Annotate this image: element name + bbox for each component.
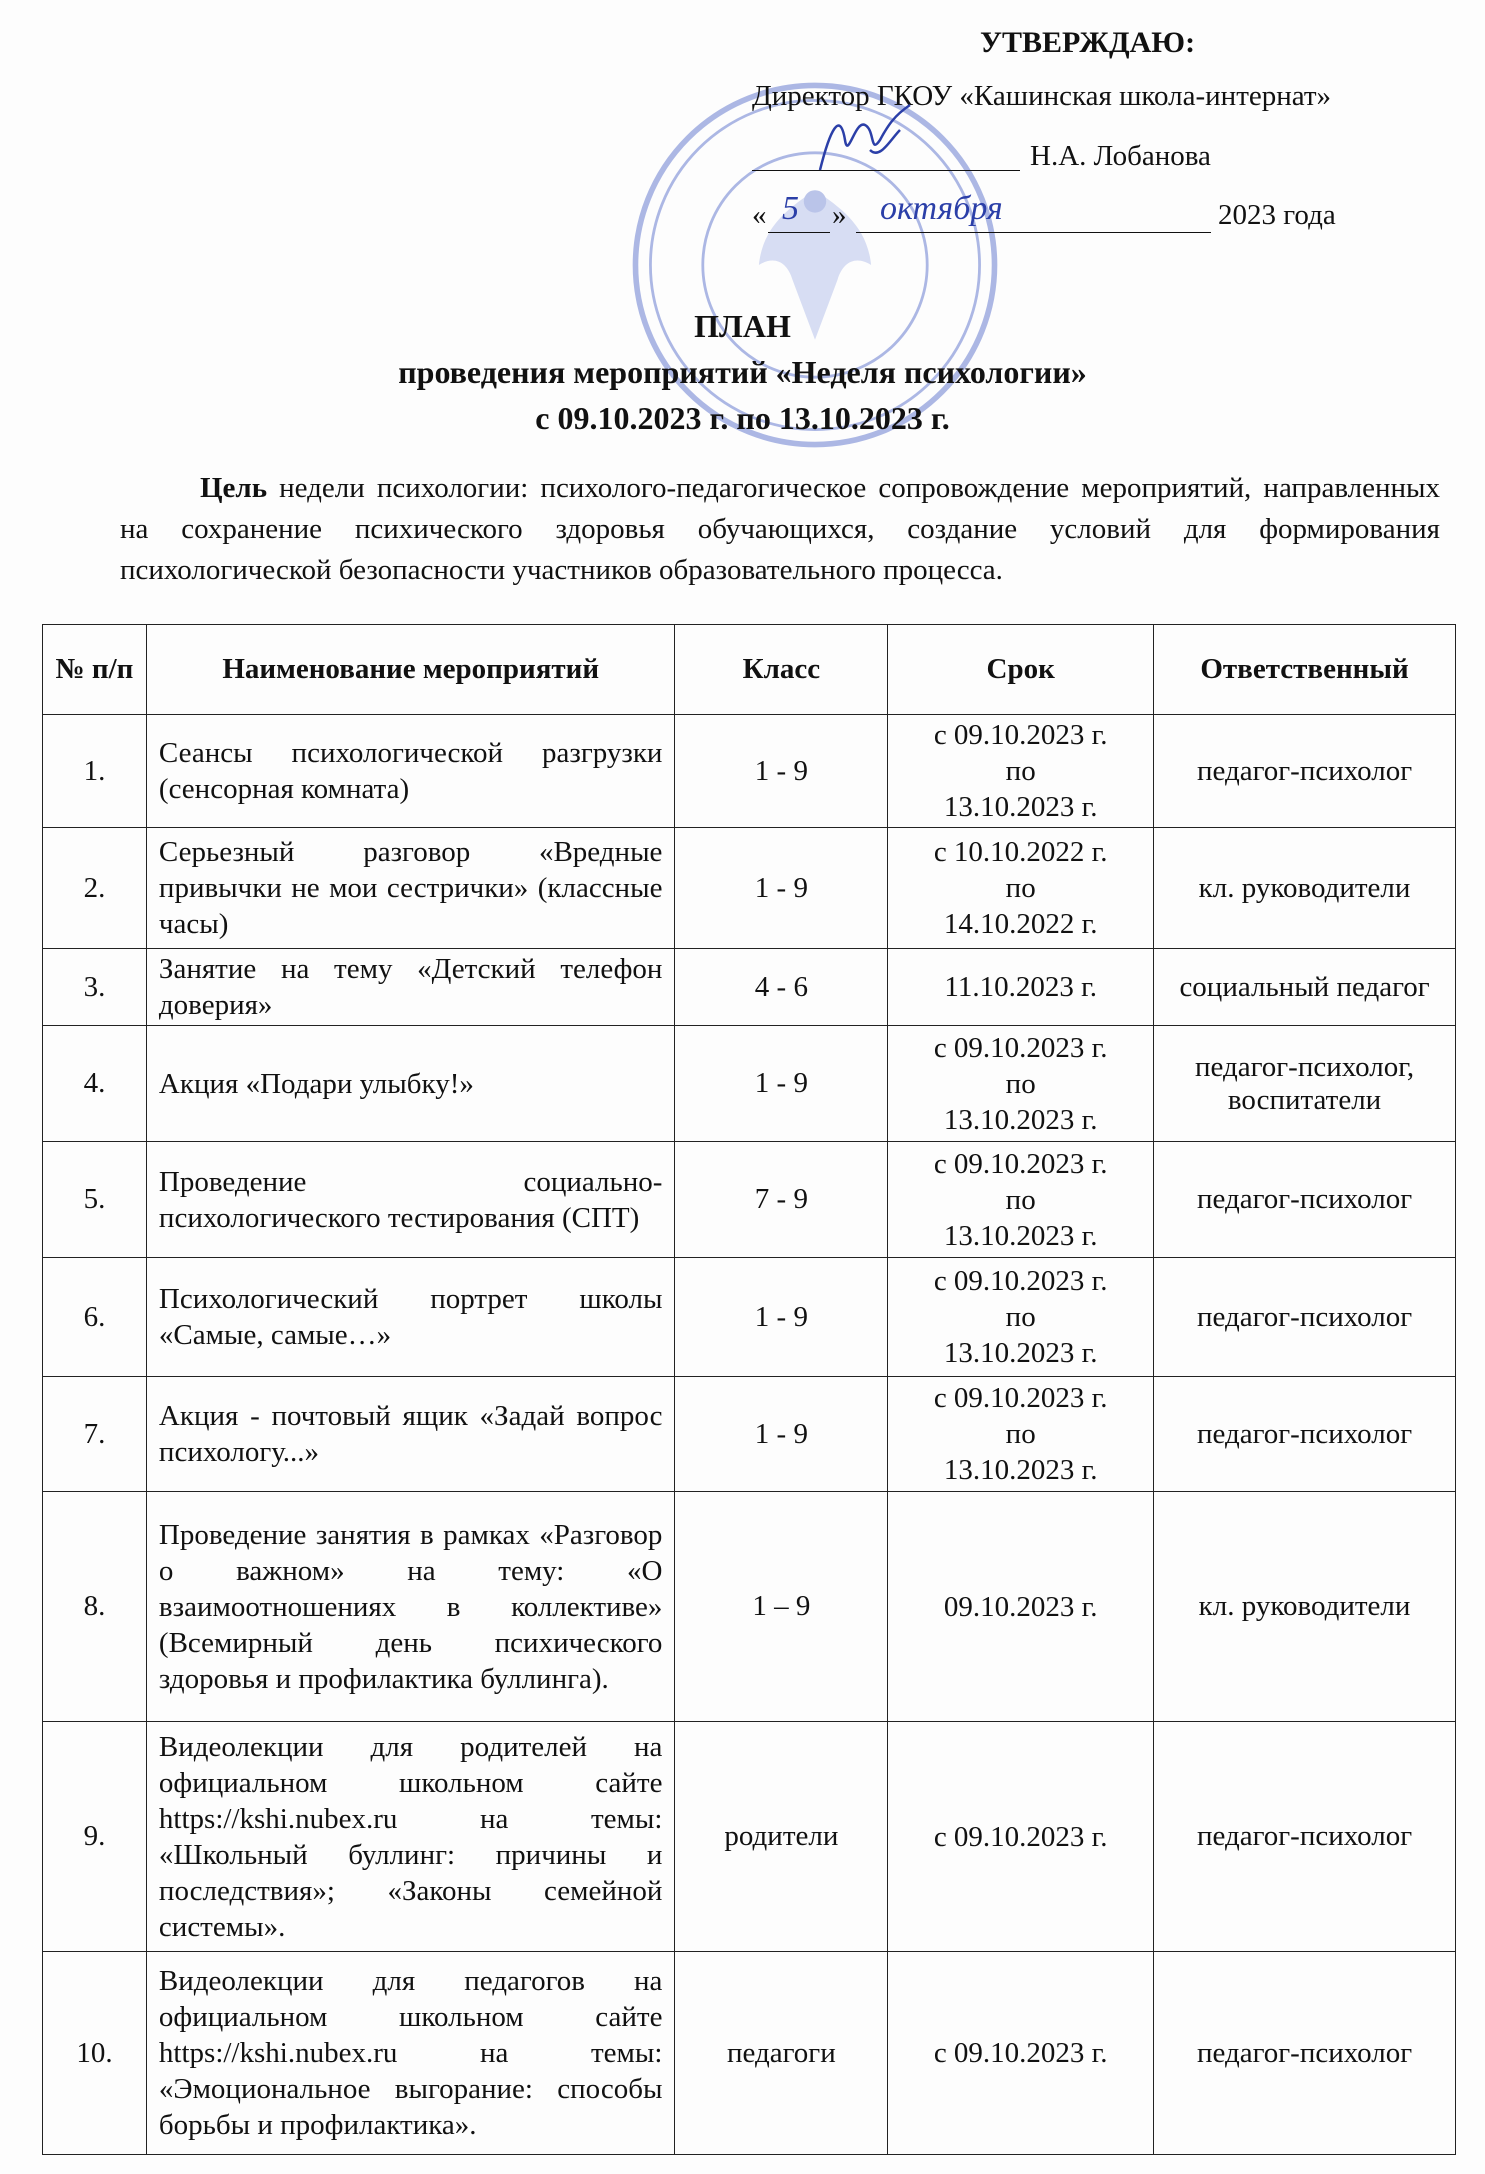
date-year: 2023 года bbox=[1218, 199, 1336, 231]
event-class: педагоги bbox=[675, 1952, 888, 2155]
row-number: 9. bbox=[43, 1722, 147, 1952]
event-class: 1 - 9 bbox=[675, 715, 888, 828]
approval-heading: УТВЕРЖДАЮ: bbox=[980, 26, 1196, 59]
event-name: Сеансы психологической разгрузки (сенсорная комната) bbox=[146, 715, 675, 828]
table-row bbox=[43, 1492, 1456, 1722]
event-name: Акция «Подари улыбку!» bbox=[146, 1026, 675, 1142]
term-line: 13.10.2023 г. bbox=[943, 791, 1098, 823]
term-line: с 09.10.2023 г. bbox=[933, 1147, 1108, 1180]
term-line: 13.10.2023 г. bbox=[943, 1337, 1098, 1369]
header-term: Срок bbox=[888, 625, 1154, 715]
approval-position: Директор ГКОУ «Кашинская школа-интернат» bbox=[752, 80, 1332, 112]
goal-label: Цель bbox=[200, 472, 268, 504]
event-responsible: педагог-психолог bbox=[1154, 1952, 1456, 2155]
event-class: 1 – 9 bbox=[675, 1492, 888, 1722]
table-row bbox=[43, 715, 1456, 828]
row-number: 5. bbox=[43, 1142, 147, 1258]
table-row bbox=[43, 828, 1456, 949]
term-line: с 09.10.2023 г. bbox=[933, 719, 1108, 751]
event-name: Акция - почтовый ящик «Задай вопрос психологу...» bbox=[146, 1377, 675, 1492]
event-responsible: социальный педагог bbox=[1154, 949, 1456, 1026]
table-row bbox=[43, 1952, 1456, 2155]
term-line: с 09.10.2023 г. bbox=[933, 1382, 1108, 1414]
event-responsible: педагог-психолог bbox=[1154, 1722, 1456, 1952]
term-line: с 09.10.2023 г. bbox=[933, 2037, 1108, 2069]
event-name: Проведение социально-психологического тестирования (СПТ) bbox=[146, 1142, 675, 1258]
event-term bbox=[888, 1142, 1154, 1258]
term-line: по bbox=[1005, 755, 1036, 787]
goal-paragraph bbox=[120, 468, 1440, 591]
event-class: 1 - 9 bbox=[675, 1377, 888, 1492]
event-responsible: кл. руководители bbox=[1154, 1492, 1456, 1722]
event-responsible: педагог-психолог bbox=[1154, 1258, 1456, 1377]
row-number: 2. bbox=[43, 828, 147, 949]
event-term bbox=[888, 1258, 1154, 1377]
term-line: 13.10.2023 г. bbox=[943, 1103, 1098, 1136]
table-row bbox=[43, 1026, 1456, 1142]
row-number: 6. bbox=[43, 1258, 147, 1377]
event-class: 1 - 9 bbox=[675, 1026, 888, 1142]
event-term bbox=[888, 949, 1154, 1026]
events-table bbox=[42, 624, 1456, 2155]
term-line: по bbox=[1005, 872, 1036, 904]
term-line: по bbox=[1005, 1067, 1036, 1100]
term-line: с 09.10.2023 г. bbox=[933, 1265, 1108, 1297]
term-line: с 09.10.2023 г. bbox=[933, 1031, 1108, 1064]
term-line: 09.10.2023 г. bbox=[943, 1590, 1098, 1623]
event-term bbox=[888, 1026, 1154, 1142]
document-title: ПЛАН bbox=[694, 308, 791, 344]
event-term bbox=[888, 715, 1154, 828]
event-name: Видеолекции для родителей на официальном школьном сайте https://kshi.nubex.ru на темы: «Школьный буллинг: причины и последствия»; «Законы семейной системы». bbox=[146, 1722, 675, 1952]
date-day-handwritten: 5 bbox=[782, 190, 799, 227]
term-line: с 09.10.2023 г. bbox=[933, 1820, 1108, 1853]
event-responsible: педагог-психолог, воспитатели bbox=[1154, 1026, 1456, 1142]
date-month-handwritten: октября bbox=[880, 190, 1003, 227]
event-responsible: педагог-психолог bbox=[1154, 1142, 1456, 1258]
header-class: Класс bbox=[675, 625, 888, 715]
event-responsible: кл. руководители bbox=[1154, 828, 1456, 949]
term-line: по bbox=[1005, 1301, 1036, 1333]
table-row bbox=[43, 949, 1456, 1026]
event-name: Видеолекции для педагогов на официальном школьном сайте https://kshi.nubex.ru на темы: «Эмоциональное выгорание: способы борьбы и профилактика». bbox=[146, 1952, 675, 2155]
term-line: 11.10.2023 г. bbox=[944, 971, 1097, 1003]
date-open-quote: « bbox=[752, 199, 767, 231]
table-row bbox=[43, 1722, 1456, 1952]
term-line: по bbox=[1005, 1418, 1036, 1450]
handwritten-signature bbox=[810, 100, 930, 180]
term-line: 13.10.2023 г. bbox=[943, 1219, 1098, 1252]
event-name: Занятие на тему «Детский телефон доверия» bbox=[146, 949, 675, 1026]
row-number: 8. bbox=[43, 1492, 147, 1722]
event-class: 1 - 9 bbox=[675, 1258, 888, 1377]
term-line: 13.10.2023 г. bbox=[943, 1454, 1098, 1486]
header-responsible: Ответственный bbox=[1154, 625, 1456, 715]
date-close-quote: » bbox=[832, 199, 847, 231]
table-row bbox=[43, 1377, 1456, 1492]
row-number: 4. bbox=[43, 1026, 147, 1142]
event-responsible: педагог-психолог bbox=[1154, 715, 1456, 828]
approver-name: Н.А. Лобанова bbox=[1030, 140, 1211, 172]
event-term bbox=[888, 1952, 1154, 2155]
row-number: 3. bbox=[43, 949, 147, 1026]
event-term bbox=[888, 1377, 1154, 1492]
date-day-line bbox=[768, 202, 830, 233]
term-line: по bbox=[1005, 1183, 1036, 1216]
event-name: Психологический портрет школы «Самые, самые…» bbox=[146, 1258, 675, 1377]
event-class: 4 - 6 bbox=[675, 949, 888, 1026]
row-number: 1. bbox=[43, 715, 147, 828]
event-term bbox=[888, 1492, 1154, 1722]
event-term bbox=[888, 828, 1154, 949]
table-row bbox=[43, 1258, 1456, 1377]
document-subtitle: проведения мероприятий «Неделя психологии» bbox=[398, 354, 1087, 390]
goal-text: недели психологии: психолого-педагогическое сопровождение мероприятий, направленных на сохранение психического здоровья обучающихся, создание условий для формирования психологической безопасности участников образовательного процесса. bbox=[120, 472, 1440, 586]
table-row bbox=[43, 1142, 1456, 1258]
table-header-row bbox=[43, 625, 1456, 715]
row-number: 7. bbox=[43, 1377, 147, 1492]
event-name: Проведение занятия в рамках «Разговор о важном» на тему: «О взаимоотношениях в коллективе» (Всемирный день психического здоровья и профилактика буллинга). bbox=[146, 1492, 675, 1722]
event-class: 1 - 9 bbox=[675, 828, 888, 949]
header-number: № п/п bbox=[43, 625, 147, 715]
row-number: 10. bbox=[43, 1952, 147, 2155]
event-class: 7 - 9 bbox=[675, 1142, 888, 1258]
term-line: 14.10.2022 г. bbox=[943, 908, 1098, 940]
term-line: с 10.10.2022 г. bbox=[933, 836, 1108, 868]
document-period: с 09.10.2023 г. по 13.10.2023 г. bbox=[535, 400, 950, 436]
event-class: родители bbox=[675, 1722, 888, 1952]
event-term bbox=[888, 1722, 1154, 1952]
event-responsible: педагог-психолог bbox=[1154, 1377, 1456, 1492]
event-name: Серьезный разговор «Вредные привычки не мои сестрички» (классные часы) bbox=[146, 828, 675, 949]
header-event-name: Наименование мероприятий bbox=[146, 625, 675, 715]
